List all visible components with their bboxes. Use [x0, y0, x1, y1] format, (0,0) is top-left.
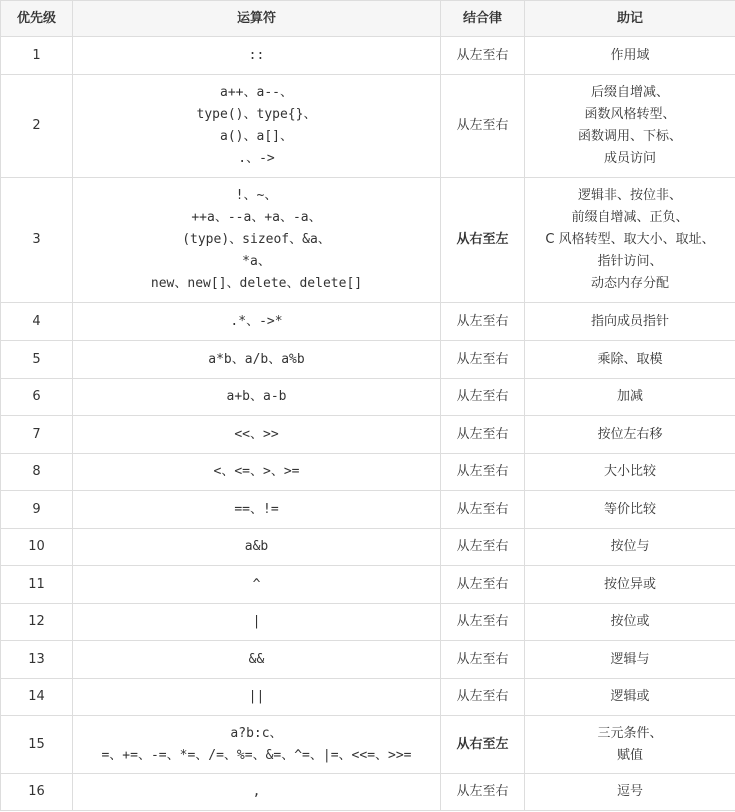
operator-line: a*b、a/b、a%b	[208, 351, 305, 367]
operator-cell	[73, 37, 441, 75]
associativity-cell: 从左至右	[441, 379, 525, 416]
associativity-cell: 从左至右	[441, 303, 525, 341]
operator-cell	[73, 416, 441, 454]
table-row	[1, 566, 735, 604]
operator-cell	[73, 75, 441, 178]
priority-cell: 14	[1, 679, 73, 716]
associativity-cell: 从右至左	[441, 178, 525, 303]
operator-cell	[73, 491, 441, 529]
operator-cell	[73, 529, 441, 566]
mnemonic-cell	[525, 679, 735, 716]
operator-line: type()、type{}、	[196, 107, 317, 122]
operator-line: new、new[]、delete、delete[]	[150, 276, 363, 291]
priority-cell: 10	[1, 529, 73, 566]
table-row	[1, 641, 735, 679]
mnemonic-cell	[525, 178, 735, 303]
mnemonic-line: 按位异或	[603, 576, 656, 592]
operator-cell	[73, 641, 441, 679]
mnemonic-line: 按位与	[610, 539, 650, 554]
priority-cell: 6	[1, 379, 73, 416]
mnemonic-line: C 风格转型、取大小、取址、	[545, 232, 715, 247]
priority-cell: 9	[1, 491, 73, 529]
mnemonic-cell	[525, 37, 735, 75]
mnemonic-cell	[525, 529, 735, 566]
mnemonic-line: 逻辑与	[610, 651, 650, 667]
associativity-cell: 从左至右	[441, 341, 525, 379]
mnemonic-line: 加减	[616, 389, 643, 404]
mnemonic-line: 大小比较	[603, 464, 656, 479]
mnemonic-cell	[525, 416, 735, 454]
table-row	[1, 491, 735, 529]
operator-line: .、->	[238, 151, 275, 166]
table-row	[1, 774, 735, 811]
mnemonic-cell	[525, 716, 735, 774]
operator-line: a&b	[244, 539, 269, 554]
mnemonic-line: 作用域	[610, 47, 650, 63]
associativity-cell: 从左至右	[441, 679, 525, 716]
associativity-cell: 从左至右	[441, 529, 525, 566]
operator-line: ::	[248, 47, 265, 63]
operator-line: ^	[252, 576, 261, 592]
associativity-cell: 从左至右	[441, 566, 525, 604]
mnemonic-line: 等价比较	[603, 501, 656, 517]
operator-line: =、+=、-=、*=、/=、%=、&=、^=、|=、<<=、>>=	[101, 747, 412, 763]
mnemonic-line: 逗号	[616, 784, 643, 799]
priority-cell: 5	[1, 341, 73, 379]
priority-cell: 2	[1, 75, 73, 178]
operator-cell	[73, 604, 441, 641]
associativity-cell: 从左至右	[441, 75, 525, 178]
operator-line: |	[252, 614, 261, 629]
table-row	[1, 416, 735, 454]
operator-line: &&	[248, 651, 265, 667]
operator-line: ,	[252, 784, 261, 799]
operator-line: <、<=、>、>=	[213, 464, 300, 479]
associativity-cell: 从左至右	[441, 604, 525, 641]
priority-cell: 15	[1, 716, 73, 774]
mnemonic-line: 乘除、取模	[597, 351, 663, 367]
header-mnemonic: 助记	[525, 1, 735, 37]
priority-cell: 3	[1, 178, 73, 303]
priority-cell: 13	[1, 641, 73, 679]
header-operator: 运算符	[73, 1, 441, 37]
operator-cell	[73, 774, 441, 811]
priority-cell: 1	[1, 37, 73, 75]
mnemonic-line: 逻辑非、按位非、	[577, 188, 682, 203]
mnemonic-cell	[525, 303, 735, 341]
header-row	[1, 1, 735, 37]
priority-cell: 12	[1, 604, 73, 641]
operator-line: ++a、--a、+a、-a、	[191, 210, 322, 225]
associativity-cell: 从左至右	[441, 641, 525, 679]
mnemonic-cell	[525, 641, 735, 679]
priority-cell: 8	[1, 454, 73, 491]
operator-line: a()、a[]、	[220, 129, 293, 144]
mnemonic-cell	[525, 454, 735, 491]
table-row	[1, 604, 735, 641]
table-row	[1, 716, 735, 774]
mnemonic-line: 按位左右移	[597, 426, 663, 442]
associativity-cell: 从左至右	[441, 491, 525, 529]
mnemonic-cell	[525, 566, 735, 604]
mnemonic-line: 函数风格转型、	[584, 107, 676, 122]
priority-cell: 11	[1, 566, 73, 604]
operator-cell	[73, 379, 441, 416]
operator-cell	[73, 566, 441, 604]
associativity-cell: 从左至右	[441, 774, 525, 811]
mnemonic-line: 逻辑或	[610, 689, 650, 704]
table-row	[1, 679, 735, 716]
table-row	[1, 37, 735, 75]
mnemonic-line: 前缀自增减、正负、	[571, 210, 689, 225]
header-associativity: 结合律	[441, 1, 525, 37]
mnemonic-line: 指向成员指针	[590, 313, 669, 329]
mnemonic-line: 赋值	[616, 747, 643, 763]
table-row	[1, 454, 735, 491]
operator-cell	[73, 178, 441, 303]
table-row	[1, 75, 735, 178]
mnemonic-line: 指针访问、	[597, 254, 663, 269]
mnemonic-line: 按位或	[610, 614, 650, 629]
priority-cell: 7	[1, 416, 73, 454]
mnemonic-line: 三元条件、	[597, 725, 663, 741]
associativity-cell: 从左至右	[441, 37, 525, 75]
operator-cell	[73, 716, 441, 774]
associativity-cell: 从左至右	[441, 454, 525, 491]
operator-line: <<、>>	[234, 426, 279, 442]
mnemonic-cell	[525, 491, 735, 529]
operator-line: (type)、sizeof、&a、	[182, 232, 331, 247]
operator-line: a++、a--、	[220, 85, 293, 100]
table-row	[1, 379, 735, 416]
associativity-cell: 从左至右	[441, 416, 525, 454]
table-row	[1, 303, 735, 341]
operator-cell	[73, 341, 441, 379]
operator-line: a+b、a-b	[226, 389, 287, 404]
operator-cell	[73, 303, 441, 341]
mnemonic-line: 成员访问	[603, 151, 656, 166]
mnemonic-line: 函数调用、下标、	[577, 129, 682, 144]
mnemonic-cell	[525, 774, 735, 811]
operator-line: ||	[248, 689, 265, 704]
mnemonic-line: 后缀自增减、	[590, 85, 669, 100]
table-body	[1, 37, 735, 811]
operator-line: ==、!=	[234, 501, 279, 517]
operator-cell	[73, 454, 441, 491]
associativity-cell: 从右至左	[441, 716, 525, 774]
table-row	[1, 529, 735, 566]
priority-cell: 4	[1, 303, 73, 341]
table-row	[1, 178, 735, 303]
operator-line: *a、	[242, 254, 271, 269]
priority-cell: 16	[1, 774, 73, 811]
mnemonic-cell	[525, 341, 735, 379]
mnemonic-cell	[525, 379, 735, 416]
mnemonic-cell	[525, 604, 735, 641]
table-row	[1, 341, 735, 379]
mnemonic-line: 动态内存分配	[590, 276, 669, 291]
operator-cell	[73, 679, 441, 716]
operator-line: !、~、	[235, 188, 278, 203]
operator-line: a?b:c、	[230, 725, 283, 741]
mnemonic-cell	[525, 75, 735, 178]
operator-line: .*、->*	[230, 313, 283, 329]
header-priority: 优先级	[1, 1, 73, 37]
